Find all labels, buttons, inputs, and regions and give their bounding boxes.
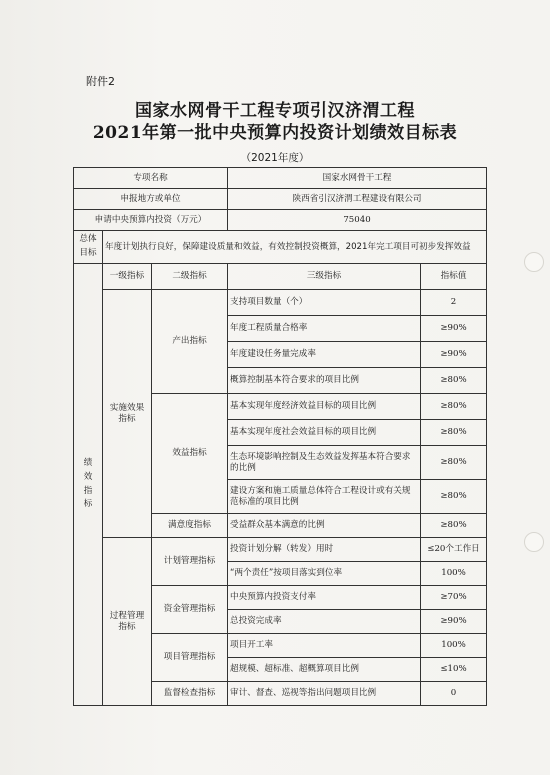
col-header-level2: 二级指标: [152, 264, 228, 290]
binder-hole: [524, 252, 544, 272]
group-fund-management: 资金管理指标: [152, 586, 228, 634]
year-label: （2021年度）: [240, 152, 310, 164]
indicator-item: 基本实现年度社会效益目标的项目比例: [228, 420, 421, 446]
indicator-item: 年度建设任务量完成率: [228, 342, 421, 368]
indicator-value: 2: [421, 290, 487, 316]
table-row: [74, 189, 487, 210]
table-row: [74, 264, 487, 290]
indicator-value: ≥80%: [421, 480, 487, 514]
attachment-label: 附件2: [86, 75, 115, 88]
indicator-value: 0: [421, 682, 487, 706]
indicator-value: 100%: [421, 562, 487, 586]
indicator-item: 总投资完成率: [228, 610, 421, 634]
indicator-value: ≥80%: [421, 394, 487, 420]
overall-goal-label: 总体目标: [74, 231, 103, 264]
indicator-value: ≥80%: [421, 514, 487, 538]
indicator-item: 投资计划分解（转发）用时: [228, 538, 421, 562]
indicator-item: 超规模、超标准、超概算项目比例: [228, 658, 421, 682]
indicator-value: ≤10%: [421, 658, 487, 682]
table-row: [74, 538, 487, 562]
indicator-value: ≥90%: [421, 316, 487, 342]
indicator-value: ≤20个工作日: [421, 538, 487, 562]
indicator-value: ≥80%: [421, 368, 487, 394]
indicator-value: ≥80%: [421, 420, 487, 446]
table-row: [74, 210, 487, 231]
group-output: 产出指标: [152, 290, 228, 394]
indicator-item: 概算控制基本符合要求的项目比例: [228, 368, 421, 394]
group-benefit: 效益指标: [152, 394, 228, 514]
indicator-item: 中央预算内投资支付率: [228, 586, 421, 610]
col-header-level3: 三级指标: [228, 264, 421, 290]
indicator-value: ≥70%: [421, 586, 487, 610]
table-row: [74, 168, 487, 189]
indicator-item: 生态环境影响控制及生态效益发挥基本符合要求的比例: [228, 446, 421, 480]
indicator-value: ≥80%: [421, 446, 487, 480]
group-supervision: 监督检查指标: [152, 682, 228, 706]
table-row: [74, 290, 487, 316]
indicator-item: 受益群众基本满意的比例: [228, 514, 421, 538]
project-name-label: 专项名称: [74, 168, 228, 189]
binder-hole: [524, 532, 544, 552]
group-project-management: 项目管理指标: [152, 634, 228, 682]
indicator-item: 基本实现年度经济效益目标的项目比例: [228, 394, 421, 420]
unit-label: 申报地方或单位: [74, 189, 228, 210]
group-implementation-effect: 实施效果指标: [103, 290, 152, 538]
overall-goal-value: 年度计划执行良好，保障建设质量和效益，有效控制投资概算，2021年完工项目可初步发挥效益: [103, 231, 487, 264]
group-satisfaction: 满意度指标: [152, 514, 228, 538]
indicator-item: 支持项目数量（个）: [228, 290, 421, 316]
indicator-item: 建设方案和施工质量总体符合工程设计或有关规范标准的项目比例: [228, 480, 421, 514]
performance-table: [73, 167, 487, 706]
table-row: [74, 231, 487, 264]
col-header-value: 指标值: [421, 264, 487, 290]
col-header-level1: 一级指标: [103, 264, 152, 290]
indicator-value: 100%: [421, 634, 487, 658]
indicator-item: 项目开工率: [228, 634, 421, 658]
group-plan-management: 计划管理指标: [152, 538, 228, 586]
investment-label: 申请中央预算内投资（万元）: [74, 210, 228, 231]
indicator-value: ≥90%: [421, 610, 487, 634]
indicator-item: “两个责任”按项目落实到位率: [228, 562, 421, 586]
unit-value: 陕西省引汉济渭工程建设有限公司: [228, 189, 487, 210]
indicator-item: 审计、督查、巡视等指出问题项目比例: [228, 682, 421, 706]
title-line-2: 2021年第一批中央预算内投资计划绩效目标表: [92, 123, 458, 143]
performance-indicator-label: 绩效指标: [74, 264, 103, 706]
title-line-1: 国家水网骨干工程专项引汉济渭工程: [135, 101, 415, 121]
indicator-item: 年度工程质量合格率: [228, 316, 421, 342]
indicator-value: ≥90%: [421, 342, 487, 368]
group-process-management: 过程管理指标: [103, 538, 152, 706]
project-name-value: 国家水网骨干工程: [228, 168, 487, 189]
investment-value: 75040: [228, 210, 487, 231]
